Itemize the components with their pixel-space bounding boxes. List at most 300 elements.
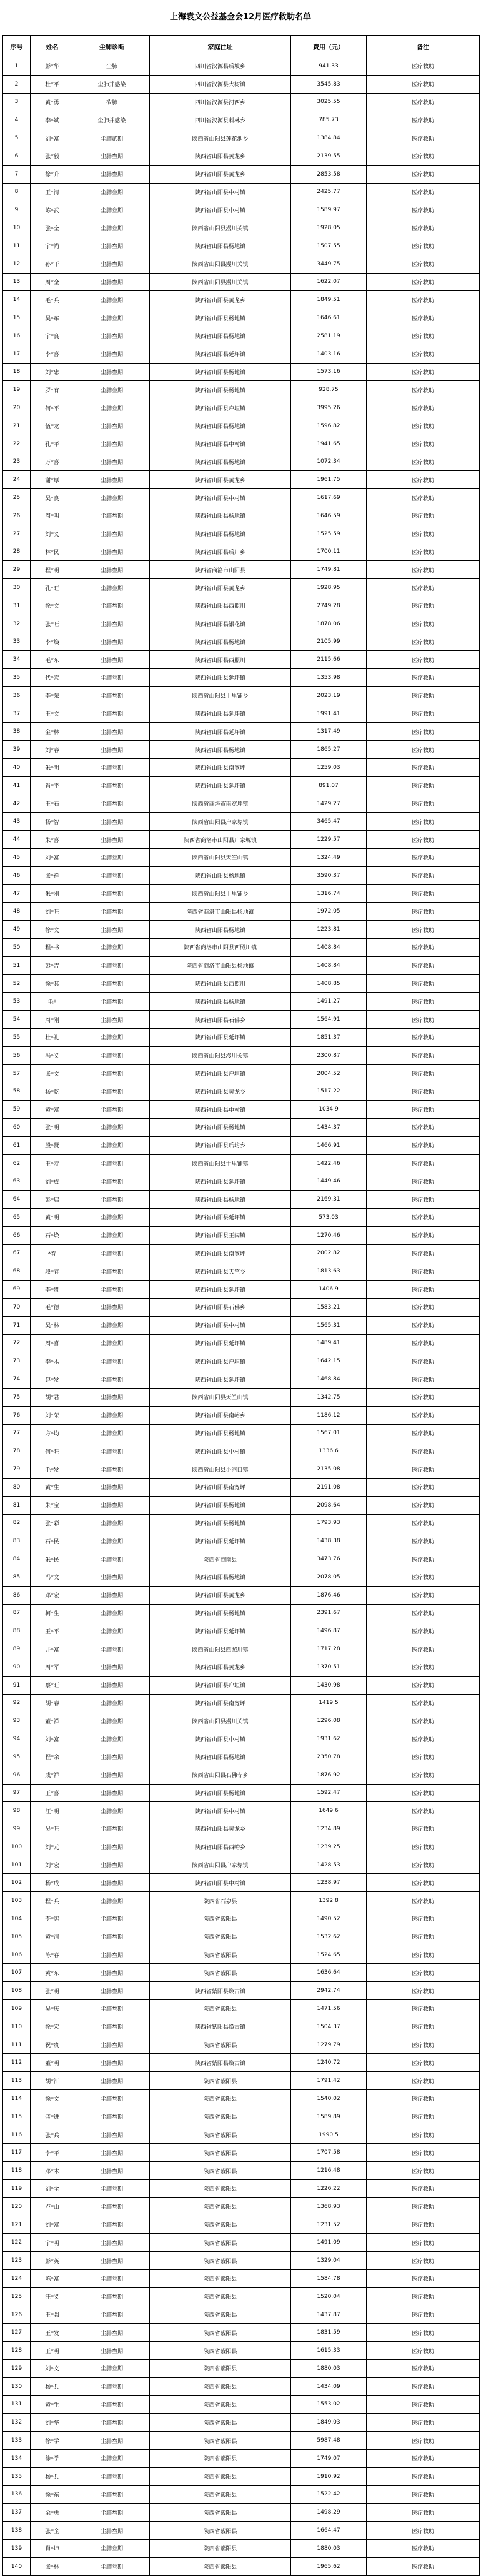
cell-diagnosis: 尘肺叁期 bbox=[74, 507, 150, 525]
cell-diagnosis: 尘肺叁期 bbox=[74, 2432, 150, 2450]
cell-diagnosis: 尘肺叁期 bbox=[74, 2522, 150, 2540]
cell-index: 32 bbox=[3, 615, 31, 633]
cell-diagnosis: 尘肺叁期 bbox=[74, 1892, 150, 1910]
cell-index: 48 bbox=[3, 903, 31, 921]
cell-address: 陕西省紫阳县 bbox=[150, 2395, 291, 2414]
cell-remark: 医疗救助 bbox=[367, 453, 480, 471]
cell-address: 陕西省山阳县南宽坪 bbox=[150, 1478, 291, 1496]
page-title: 上海袁文公益基金会12月医疗救助名单 bbox=[169, 12, 312, 22]
cell-index: 39 bbox=[3, 741, 31, 759]
cell-diagnosis: 尘肺叁期 bbox=[74, 2234, 150, 2252]
cell-name: 陈*武 bbox=[31, 201, 74, 219]
cell-name: 吴*良 bbox=[31, 489, 74, 507]
cell-remark: 医疗救助 bbox=[367, 1424, 480, 1442]
cell-name: 孔*平 bbox=[31, 435, 74, 453]
cell-name: 成*祥 bbox=[31, 1766, 74, 1784]
cell-remark: 医疗救助 bbox=[367, 1748, 480, 1766]
cell-remark: 医疗救助 bbox=[367, 1568, 480, 1586]
cell-name: 刘*富 bbox=[31, 849, 74, 867]
cell-fee: 2191.08 bbox=[291, 1478, 367, 1496]
cell-diagnosis: 尘肺叁期 bbox=[74, 1532, 150, 1550]
cell-fee: 1928.95 bbox=[291, 579, 367, 597]
cell-name: 何*旺 bbox=[31, 1442, 74, 1460]
col-header-name: 姓名 bbox=[31, 36, 74, 57]
table-row bbox=[3, 2432, 480, 2450]
cell-name: 周*明 bbox=[31, 507, 74, 525]
cell-fee: 1186.12 bbox=[291, 1406, 367, 1424]
table-row bbox=[3, 2270, 480, 2288]
cell-index: 69 bbox=[3, 1281, 31, 1299]
cell-diagnosis: 尘肺叁期 bbox=[74, 1191, 150, 1209]
cell-index: 86 bbox=[3, 1586, 31, 1604]
cell-fee: 1234.89 bbox=[291, 1820, 367, 1838]
cell-fee: 2300.87 bbox=[291, 1046, 367, 1064]
table-row bbox=[3, 723, 480, 741]
cell-diagnosis: 尘肺叁期 bbox=[74, 1046, 150, 1064]
cell-fee: 1270.46 bbox=[291, 1226, 367, 1244]
cell-index: 3 bbox=[3, 93, 31, 111]
table-row bbox=[3, 381, 480, 399]
cell-remark: 医疗救助 bbox=[367, 381, 480, 399]
cell-name: 赵*发 bbox=[31, 1370, 74, 1389]
table-row bbox=[3, 1694, 480, 1712]
table-row bbox=[3, 813, 480, 831]
cell-name: 王*寿 bbox=[31, 1154, 74, 1172]
cell-diagnosis: 尘肺叁期 bbox=[74, 633, 150, 651]
table-row bbox=[3, 453, 480, 471]
cell-index: 49 bbox=[3, 921, 31, 939]
cell-fee: 1878.06 bbox=[291, 615, 367, 633]
table-row bbox=[3, 561, 480, 579]
cell-address: 陕西省山阳县黄龙乡 bbox=[150, 1586, 291, 1604]
cell-address: 陕西省商洛市山阳县杨地镇 bbox=[150, 903, 291, 921]
cell-fee: 1072.34 bbox=[291, 453, 367, 471]
table-row bbox=[3, 345, 480, 363]
table-row bbox=[3, 1874, 480, 1892]
cell-name: 李*木 bbox=[31, 1352, 74, 1370]
cell-index: 100 bbox=[3, 1838, 31, 1856]
cell-name: 张*全 bbox=[31, 219, 74, 237]
cell-diagnosis: 尘肺叁期 bbox=[74, 795, 150, 813]
cell-remark: 医疗救助 bbox=[367, 1730, 480, 1748]
table-row bbox=[3, 1478, 480, 1496]
cell-address: 陕西省山阳县杨地镇 bbox=[150, 1748, 291, 1766]
cell-address: 陕西省山阳县杨地镇 bbox=[150, 921, 291, 939]
cell-index: 68 bbox=[3, 1262, 31, 1281]
cell-address: 陕西省山阳县黄龙乡 bbox=[150, 471, 291, 489]
cell-name: 朱*刚 bbox=[31, 884, 74, 903]
cell-name: 刘*文 bbox=[31, 2360, 74, 2378]
cell-name: 刘*华 bbox=[31, 2414, 74, 2432]
cell-diagnosis: 尘肺叁期 bbox=[74, 201, 150, 219]
cell-address: 陕西省山阳县漫川关镇 bbox=[150, 273, 291, 291]
cell-fee: 1880.03 bbox=[291, 2539, 367, 2557]
cell-fee: 1226.22 bbox=[291, 2180, 367, 2198]
cell-name: 王*喜 bbox=[31, 1784, 74, 1802]
cell-name: 何*平 bbox=[31, 399, 74, 417]
table-row bbox=[3, 1568, 480, 1586]
cell-fee: 1876.46 bbox=[291, 1586, 367, 1604]
cell-fee: 1419.5 bbox=[291, 1694, 367, 1712]
cell-address: 陕西省山阳县延坪镇 bbox=[150, 345, 291, 363]
table-row bbox=[3, 884, 480, 903]
cell-index: 2 bbox=[3, 75, 31, 93]
cell-address: 陕西省山阳县延坪镇 bbox=[150, 1029, 291, 1047]
cell-remark: 医疗救助 bbox=[367, 669, 480, 687]
table-row bbox=[3, 1424, 480, 1442]
cell-name: 吴*旺 bbox=[31, 1820, 74, 1838]
cell-remark: 医疗救助 bbox=[367, 741, 480, 759]
cell-index: 62 bbox=[3, 1154, 31, 1172]
cell-diagnosis: 尘肺叁期 bbox=[74, 866, 150, 884]
cell-remark: 医疗救助 bbox=[367, 147, 480, 165]
cell-address: 陕西省山阳县杨地镇 bbox=[150, 1496, 291, 1514]
cell-diagnosis: 尘肺叁期 bbox=[74, 327, 150, 345]
cell-diagnosis: 尘肺叁期 bbox=[74, 2090, 150, 2108]
cell-address: 陕西省山阳县中村镇 bbox=[150, 1730, 291, 1748]
table-row bbox=[3, 1281, 480, 1299]
table-row bbox=[3, 939, 480, 957]
cell-fee: 1793.93 bbox=[291, 1514, 367, 1532]
cell-index: 112 bbox=[3, 2054, 31, 2072]
cell-name: 张*全 bbox=[31, 2522, 74, 2540]
table-row bbox=[3, 1496, 480, 1514]
cell-diagnosis: 尘肺叁期 bbox=[74, 345, 150, 363]
col-header-address: 家庭住址 bbox=[150, 36, 291, 57]
cell-index: 137 bbox=[3, 2504, 31, 2522]
cell-remark: 医疗救助 bbox=[367, 1586, 480, 1604]
cell-remark: 医疗救助 bbox=[367, 1676, 480, 1694]
cell-name: 邓*宏 bbox=[31, 1586, 74, 1604]
cell-remark: 医疗救助 bbox=[367, 1838, 480, 1856]
cell-index: 81 bbox=[3, 1496, 31, 1514]
cell-fee: 2139.55 bbox=[291, 147, 367, 165]
cell-remark: 医疗救助 bbox=[367, 1029, 480, 1047]
cell-diagnosis: 尘肺叁期 bbox=[74, 1406, 150, 1424]
cell-index: 50 bbox=[3, 939, 31, 957]
table-row bbox=[3, 2216, 480, 2234]
cell-fee: 1498.29 bbox=[291, 2504, 367, 2522]
table-row bbox=[3, 201, 480, 219]
table-row bbox=[3, 1622, 480, 1640]
cell-diagnosis: 矽肺 bbox=[74, 93, 150, 111]
cell-index: 72 bbox=[3, 1334, 31, 1352]
cell-name: 肖*坤 bbox=[31, 2539, 74, 2557]
cell-index: 12 bbox=[3, 255, 31, 273]
cell-diagnosis: 尘肺叁期 bbox=[74, 1910, 150, 1928]
cell-fee: 1851.37 bbox=[291, 1029, 367, 1047]
cell-fee: 1813.63 bbox=[291, 1262, 367, 1281]
cell-name: 李*喜 bbox=[31, 345, 74, 363]
cell-name: 杨*兵 bbox=[31, 2377, 74, 2395]
cell-diagnosis: 尘肺叁期 bbox=[74, 1712, 150, 1730]
cell-diagnosis: 尘肺叁期 bbox=[74, 2126, 150, 2144]
cell-fee: 1422.46 bbox=[291, 1154, 367, 1172]
cell-name: 程*书 bbox=[31, 939, 74, 957]
cell-name: 胡*春 bbox=[31, 1694, 74, 1712]
cell-name: 杨*智 bbox=[31, 813, 74, 831]
cell-fee: 2853.58 bbox=[291, 165, 367, 183]
cell-remark: 医疗救助 bbox=[367, 1370, 480, 1389]
cell-index: 37 bbox=[3, 705, 31, 723]
cell-diagnosis: 尘肺叁期 bbox=[74, 1460, 150, 1479]
cell-name: 肖*平 bbox=[31, 776, 74, 795]
cell-name: 毛* bbox=[31, 993, 74, 1011]
table-row bbox=[3, 2377, 480, 2395]
table-row bbox=[3, 2000, 480, 2018]
cell-diagnosis: 尘肺叁期 bbox=[74, 1694, 150, 1712]
cell-diagnosis: 尘肺叁期 bbox=[74, 2342, 150, 2360]
table-row bbox=[3, 993, 480, 1011]
cell-address: 四川省汉源县料林乡 bbox=[150, 111, 291, 129]
cell-fee: 1589.97 bbox=[291, 201, 367, 219]
cell-index: 80 bbox=[3, 1478, 31, 1496]
table-row bbox=[3, 1011, 480, 1029]
cell-remark: 医疗救助 bbox=[367, 1928, 480, 1946]
cell-name: 张*旺 bbox=[31, 615, 74, 633]
cell-fee: 1428.53 bbox=[291, 1856, 367, 1874]
cell-remark: 医疗救助 bbox=[367, 776, 480, 795]
cell-name: 蔡*旺 bbox=[31, 1676, 74, 1694]
cell-index: 96 bbox=[3, 1766, 31, 1784]
cell-address: 陕西省紫阳县 bbox=[150, 2144, 291, 2162]
cell-index: 59 bbox=[3, 1101, 31, 1119]
table-row bbox=[3, 2036, 480, 2054]
table-row bbox=[3, 1460, 480, 1479]
cell-name: 王*强 bbox=[31, 2306, 74, 2324]
cell-fee: 1749.07 bbox=[291, 2449, 367, 2467]
table-row bbox=[3, 1640, 480, 1658]
cell-remark: 医疗救助 bbox=[367, 1658, 480, 1676]
cell-fee: 1438.38 bbox=[291, 1532, 367, 1550]
table-row bbox=[3, 579, 480, 597]
cell-address: 陕西省山阳县杨地镇 bbox=[150, 453, 291, 471]
cell-remark: 医疗救助 bbox=[367, 2197, 480, 2216]
cell-fee: 1564.91 bbox=[291, 1011, 367, 1029]
cell-name: 徐*东 bbox=[31, 2485, 74, 2504]
cell-index: 95 bbox=[3, 1748, 31, 1766]
cell-fee: 1646.61 bbox=[291, 309, 367, 327]
cell-address: 陕西省山阳县王闫镇 bbox=[150, 1226, 291, 1244]
cell-address: 陕西省山阳县杨地镇 bbox=[150, 1568, 291, 1586]
cell-index: 113 bbox=[3, 2072, 31, 2090]
cell-remark: 医疗救助 bbox=[367, 849, 480, 867]
cell-address: 陕西省商南县 bbox=[150, 1550, 291, 1568]
table-row bbox=[3, 219, 480, 237]
cell-name: 程*余 bbox=[31, 1748, 74, 1766]
cell-index: 93 bbox=[3, 1712, 31, 1730]
cell-address: 陕西省山阳县西照川 bbox=[150, 974, 291, 993]
cell-address: 陕西省山阳县漫川关镇 bbox=[150, 255, 291, 273]
table-row bbox=[3, 1730, 480, 1748]
cell-fee: 1429.27 bbox=[291, 795, 367, 813]
cell-address: 陕西省山阳县延坪镇 bbox=[150, 1334, 291, 1352]
cell-index: 67 bbox=[3, 1244, 31, 1262]
cell-remark: 医疗救助 bbox=[367, 831, 480, 849]
cell-address: 陕西省山阳县南宽坪 bbox=[150, 1694, 291, 1712]
table-row bbox=[3, 1820, 480, 1838]
cell-address: 陕西省紫阳县 bbox=[150, 2180, 291, 2198]
cell-name: 金*林 bbox=[31, 723, 74, 741]
cell-fee: 1646.59 bbox=[291, 507, 367, 525]
cell-address: 陕西省紫阳县 bbox=[150, 2090, 291, 2108]
cell-diagnosis: 尘肺叁期 bbox=[74, 1334, 150, 1352]
cell-index: 22 bbox=[3, 435, 31, 453]
cell-fee: 1408.84 bbox=[291, 956, 367, 974]
cell-fee: 1717.28 bbox=[291, 1640, 367, 1658]
cell-index: 115 bbox=[3, 2108, 31, 2126]
cell-index: 136 bbox=[3, 2485, 31, 2504]
cell-address: 陕西省山阳县后川乡 bbox=[150, 543, 291, 561]
cell-fee: 1490.52 bbox=[291, 1910, 367, 1928]
cell-name: 周*军 bbox=[31, 1658, 74, 1676]
cell-name: 殷*贤 bbox=[31, 1136, 74, 1154]
cell-index: 5 bbox=[3, 129, 31, 147]
cell-diagnosis: 尘肺叁期 bbox=[74, 525, 150, 543]
cell-address: 陕西省紫阳县 bbox=[150, 2539, 291, 2557]
cell-name: 胡*君 bbox=[31, 1388, 74, 1406]
cell-diagnosis: 尘肺叁期 bbox=[74, 1820, 150, 1838]
cell-index: 11 bbox=[3, 237, 31, 255]
cell-diagnosis: 尘肺叁期 bbox=[74, 363, 150, 381]
table-row bbox=[3, 75, 480, 93]
cell-address: 四川省汉源县后坡乡 bbox=[150, 57, 291, 76]
table-row bbox=[3, 956, 480, 974]
cell-fee: 1329.04 bbox=[291, 2252, 367, 2270]
cell-remark: 医疗救助 bbox=[367, 2504, 480, 2522]
cell-fee: 1437.87 bbox=[291, 2306, 367, 2324]
cell-fee: 1749.81 bbox=[291, 561, 367, 579]
cell-fee: 928.75 bbox=[291, 381, 367, 399]
cell-fee: 1324.49 bbox=[291, 849, 367, 867]
cell-index: 10 bbox=[3, 219, 31, 237]
cell-index: 33 bbox=[3, 633, 31, 651]
cell-remark: 医疗救助 bbox=[367, 2360, 480, 2378]
cell-index: 87 bbox=[3, 1604, 31, 1622]
cell-remark: 医疗救助 bbox=[367, 543, 480, 561]
cell-fee: 1636.64 bbox=[291, 1964, 367, 1982]
cell-address: 陕西省山阳县银花镇 bbox=[150, 615, 291, 633]
cell-fee: 1865.27 bbox=[291, 741, 367, 759]
cell-remark: 医疗救助 bbox=[367, 2522, 480, 2540]
table-row bbox=[3, 1946, 480, 1964]
cell-index: 78 bbox=[3, 1442, 31, 1460]
table-row bbox=[3, 1064, 480, 1082]
cell-address: 陕西省山阳县天竺山镇 bbox=[150, 849, 291, 867]
cell-index: 29 bbox=[3, 561, 31, 579]
cell-diagnosis: 尘肺叁期 bbox=[74, 1550, 150, 1568]
cell-address: 陕西省商洛市山阳县杨地镇 bbox=[150, 956, 291, 974]
cell-index: 43 bbox=[3, 813, 31, 831]
cell-address: 陕西省山阳县户家塬镇 bbox=[150, 1856, 291, 1874]
cell-address: 陕西省商洛市南宽坪镇 bbox=[150, 795, 291, 813]
table-row bbox=[3, 543, 480, 561]
cell-index: 121 bbox=[3, 2216, 31, 2234]
cell-index: 85 bbox=[3, 1568, 31, 1586]
cell-index: 46 bbox=[3, 866, 31, 884]
cell-index: 130 bbox=[3, 2377, 31, 2395]
table-row bbox=[3, 2467, 480, 2485]
cell-diagnosis: 尘肺叁期 bbox=[74, 2252, 150, 2270]
cell-name: 李*贵 bbox=[31, 1281, 74, 1299]
cell-name: 孔*旺 bbox=[31, 579, 74, 597]
cell-remark: 医疗救助 bbox=[367, 2072, 480, 2090]
cell-address: 陕西省山阳县杨地镇 bbox=[150, 237, 291, 255]
cell-name: 朱*宝 bbox=[31, 1496, 74, 1514]
cell-remark: 医疗救助 bbox=[367, 1964, 480, 1982]
cell-index: 90 bbox=[3, 1658, 31, 1676]
cell-address: 陕西省山阳县小河口镇 bbox=[150, 1460, 291, 1479]
cell-address: 陕西省紫阳县 bbox=[150, 2449, 291, 2467]
table-row bbox=[3, 1928, 480, 1946]
cell-address: 陕西省山阳县黄龙乡 bbox=[150, 291, 291, 309]
cell-index: 83 bbox=[3, 1532, 31, 1550]
cell-diagnosis: 尘肺叁期 bbox=[74, 489, 150, 507]
cell-name: 刘*宏 bbox=[31, 1856, 74, 1874]
cell-remark: 医疗救助 bbox=[367, 1046, 480, 1064]
cell-name: 张*明 bbox=[31, 1982, 74, 2000]
cell-name: 董*明 bbox=[31, 2054, 74, 2072]
cell-diagnosis: 尘肺叁期 bbox=[74, 741, 150, 759]
cell-diagnosis: 尘肺叁期 bbox=[74, 1604, 150, 1622]
cell-diagnosis: 尘肺并感染 bbox=[74, 75, 150, 93]
cell-diagnosis: 尘肺叁期 bbox=[74, 615, 150, 633]
cell-remark: 医疗救助 bbox=[367, 1478, 480, 1496]
cell-fee: 1941.65 bbox=[291, 435, 367, 453]
cell-index: 73 bbox=[3, 1352, 31, 1370]
cell-name: 徐*学 bbox=[31, 2432, 74, 2450]
cell-remark: 医疗救助 bbox=[367, 1226, 480, 1244]
cell-remark: 医疗救助 bbox=[367, 1011, 480, 1029]
cell-fee: 2078.05 bbox=[291, 1568, 367, 1586]
cell-fee: 1831.59 bbox=[291, 2324, 367, 2342]
cell-diagnosis: 尘肺叁期 bbox=[74, 2036, 150, 2054]
cell-name: 徐*学 bbox=[31, 2449, 74, 2467]
cell-diagnosis: 尘肺叁期 bbox=[74, 399, 150, 417]
cell-diagnosis: 尘肺叁期 bbox=[74, 1802, 150, 1820]
cell-address: 陕西省紫阳县焕古镇 bbox=[150, 2018, 291, 2036]
cell-remark: 医疗救助 bbox=[367, 795, 480, 813]
cell-name: 张*彩 bbox=[31, 1514, 74, 1532]
cell-diagnosis: 尘肺叁期 bbox=[74, 1424, 150, 1442]
cell-address: 陕西省山阳县天竺山镇 bbox=[150, 1388, 291, 1406]
cell-name: 杨*成 bbox=[31, 1874, 74, 1892]
cell-address: 陕西省山阳县延坪镇 bbox=[150, 1172, 291, 1191]
cell-name: 刘*富 bbox=[31, 129, 74, 147]
cell-diagnosis: 尘肺 bbox=[74, 57, 150, 76]
table-row bbox=[3, 1352, 480, 1370]
table-row bbox=[3, 93, 480, 111]
table-row bbox=[3, 2287, 480, 2306]
cell-address: 陕西省紫阳县 bbox=[150, 2216, 291, 2234]
cell-index: 25 bbox=[3, 489, 31, 507]
cell-address: 陕西省山阳县户家塬镇 bbox=[150, 813, 291, 831]
table-row bbox=[3, 1262, 480, 1281]
cell-address: 陕西省山阳县中村镇 bbox=[150, 1802, 291, 1820]
cell-index: 70 bbox=[3, 1298, 31, 1316]
cell-address: 陕西省山阳县杨地镇 bbox=[150, 381, 291, 399]
cell-name: 彭*英 bbox=[31, 2252, 74, 2270]
cell-address: 陕西省山阳县延坪镇 bbox=[150, 669, 291, 687]
table-row bbox=[3, 237, 480, 255]
cell-name: 汪*义 bbox=[31, 2287, 74, 2306]
cell-name: 刘*富 bbox=[31, 2216, 74, 2234]
table-row bbox=[3, 309, 480, 327]
cell-remark: 医疗救助 bbox=[367, 993, 480, 1011]
cell-remark: 医疗救助 bbox=[367, 686, 480, 705]
cell-diagnosis: 尘肺叁期 bbox=[74, 1209, 150, 1227]
cell-name: 李*斌 bbox=[31, 111, 74, 129]
